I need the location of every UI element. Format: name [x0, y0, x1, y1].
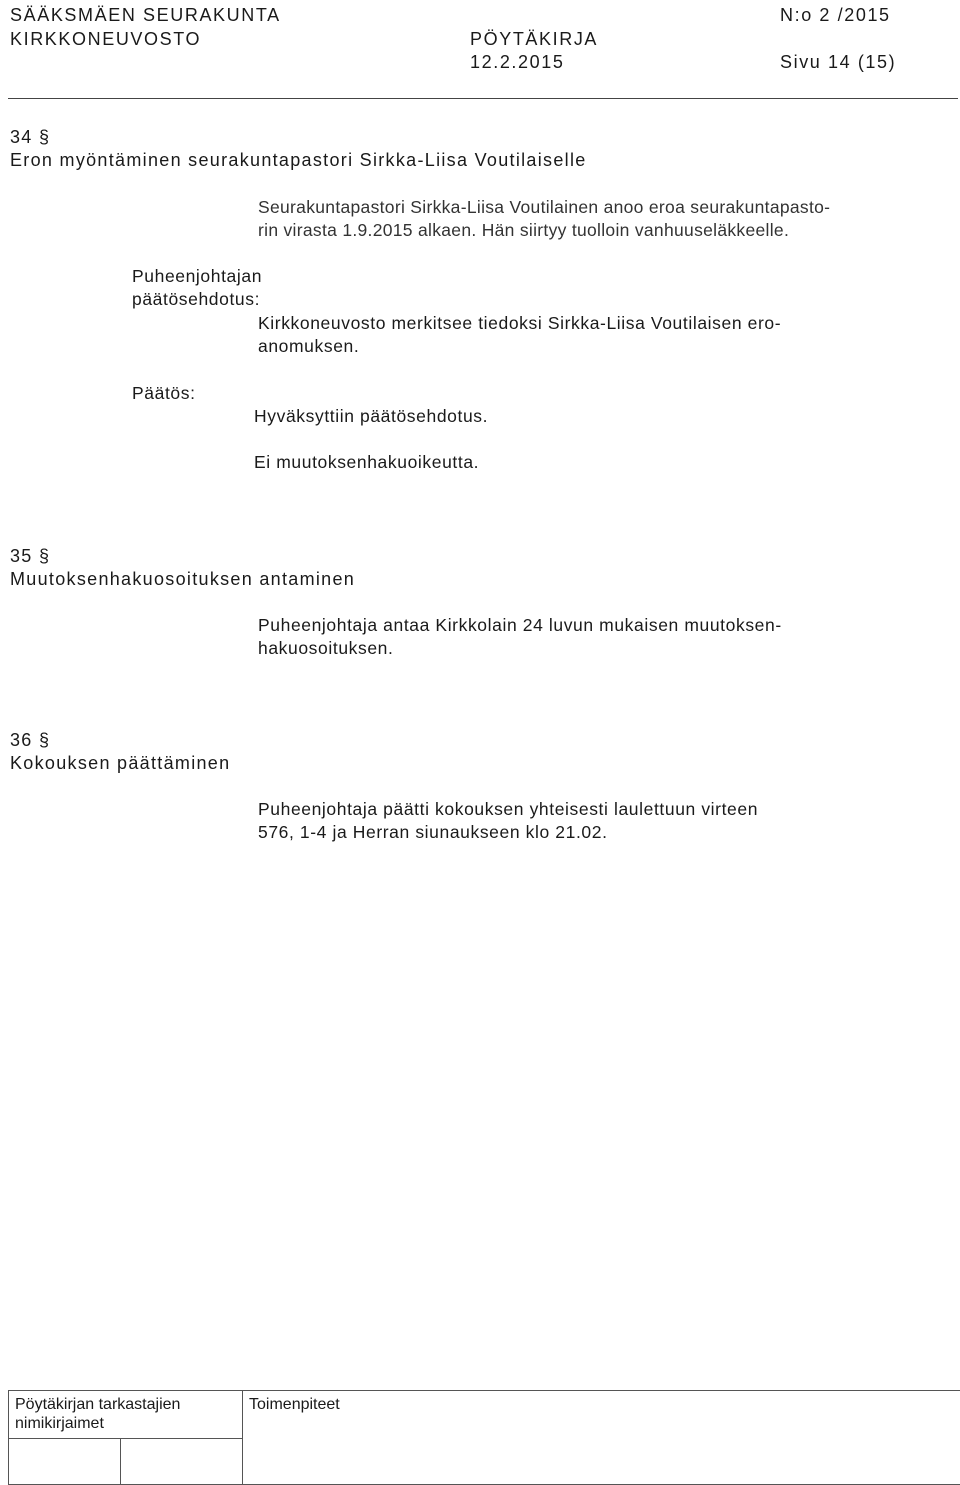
section-36-text-line-1: Puheenjohtaja päätti kokouksen yhteisesti laulettuun virteen	[258, 799, 759, 819]
section-number: 35	[10, 546, 33, 566]
organization-name: SÄÄKSMÄEN SEURAKUNTA	[10, 5, 281, 25]
signatures-header-cell	[9, 1391, 243, 1439]
section-number: 36	[10, 730, 33, 750]
document-date: 12.2.2015	[470, 52, 565, 72]
proposal-text-line-2: anomuksen.	[258, 336, 360, 356]
footer-table	[8, 1390, 960, 1485]
section-number: 34	[10, 127, 33, 147]
proposal-label-line-2: päätösehdotus:	[132, 289, 261, 309]
section-35-text-line-1: Puheenjohtaja antaa Kirkkolain 24 luvun mukaisen muutoksen-	[258, 615, 782, 635]
section-36-heading	[10, 729, 50, 751]
signatures-label-line-2: nimikirjaimet	[15, 1415, 104, 1432]
signature-box-2[interactable]	[121, 1439, 243, 1485]
section-sign-icon: §	[38, 127, 51, 147]
section-sign-icon: §	[38, 546, 51, 566]
header-divider	[8, 98, 958, 99]
appeal-text: Ei muutoksenhakuoikeutta.	[254, 452, 480, 472]
document-type: PÖYTÄKIRJA	[470, 29, 599, 49]
document-number: N:o 2 /2015	[780, 5, 891, 25]
section-34-heading	[10, 126, 50, 148]
decision-label: Päätös:	[132, 383, 196, 403]
page-number: Sivu 14 (15)	[780, 52, 897, 72]
section-35-heading	[10, 545, 50, 567]
proposal-text-line-1: Kirkkoneuvosto merkitsee tiedoksi Sirkka-Liisa Voutilaisen ero-	[258, 313, 782, 333]
section-sign-icon: §	[38, 730, 51, 750]
section-title: Muutoksenhakuosoituksen antaminen	[10, 569, 356, 589]
section-35-text-line-2: hakuosoituksen.	[258, 638, 394, 658]
proposal-label-line-1: Puheenjohtajan	[132, 266, 263, 286]
actions-cell	[243, 1391, 960, 1485]
section-title: Eron myöntäminen seurakuntapastori Sirkka-Liisa Voutilaiselle	[10, 150, 587, 170]
signatures-label-line-1: Pöytäkirjan tarkastajien	[15, 1396, 181, 1413]
signature-box-1[interactable]	[9, 1439, 121, 1485]
section-34-intro-line-2: rin virasta 1.9.2015 alkaen. Hän siirtyy tuolloin vanhuuseläkkeelle.	[258, 220, 790, 240]
section-36-text-line-2: 576, 1-4 ja Herran siunaukseen klo 21.02.	[258, 822, 608, 842]
decision-text: Hyväksyttiin päätösehdotus.	[254, 406, 489, 426]
section-34-intro-line-1: Seurakuntapastori Sirkka-Liisa Voutilainen anoo eroa seurakuntapasto-	[258, 197, 831, 217]
actions-label: Toimenpiteet	[249, 1396, 340, 1413]
section-title: Kokouksen päättäminen	[10, 753, 231, 773]
body-name: KIRKKONEUVOSTO	[10, 29, 202, 49]
